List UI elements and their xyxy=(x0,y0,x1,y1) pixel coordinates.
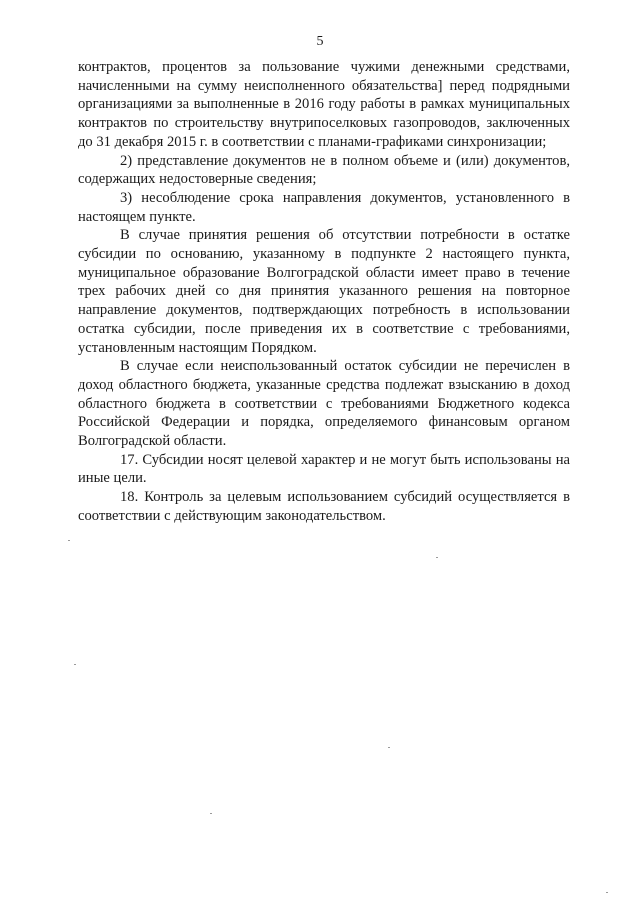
paragraph-1: контрактов, процентов за пользование чужими денежными средствами, начисленными на сумму неисполненного обязательства] перед подрядными организациями за выполненные в 2016 году работы в рамках муниципальных контрактов по строительству внутрипоселковых газопроводов, заключенных до 31 декабря 2015 г. в соответствии с планами-графиками синхронизации; xyxy=(78,59,570,150)
paragraph-3: 3) несоблюдение срока направления документов, установленного в настоящем пункте. xyxy=(78,189,570,225)
paragraph-7: 18. Контроль за целевым использованием субсидий осуществляется в соответствии с действующим законодательством. xyxy=(78,489,570,524)
scan-speck xyxy=(606,892,608,893)
paragraph-6: 17. Субсидии носят целевой характер и не могут быть использованы на иные цели. xyxy=(78,451,570,487)
scan-speck xyxy=(210,813,212,814)
paragraph-5: В случае если неиспользованный остаток субсидии не перечислен в доход областного бюджета, указанные средства подлежат взысканию в доход областного бюджета в соответствии с требованиями Бюджетного кодекса Российской Федерации и порядка, определяемого финансовым органом Волгоградской области. xyxy=(78,358,570,450)
scan-speck xyxy=(436,557,438,558)
page-number: 5 xyxy=(316,34,324,49)
scan-speck xyxy=(68,540,70,541)
scan-speck xyxy=(74,664,76,665)
paragraph-2: 2) представление документов не в полном объеме и (или) документов, содержащих недостоверные сведения; xyxy=(78,152,570,188)
document-body xyxy=(78,58,570,526)
paragraph-4: В случае принятия решения об отсутствии потребности в остатке субсидии по основанию, указанному в подпункте 2 настоящего пункта, муниципальное образование Волгоградской области имеет право в течение трех рабочих дней со дня принятия указанного решения на повторное направление документов, подтверждающих потребность в использовании остатка субсидии, после приведения их в соответствие с требованиями, установленным настоящим Порядком. xyxy=(78,227,570,356)
scan-speck xyxy=(388,747,390,748)
